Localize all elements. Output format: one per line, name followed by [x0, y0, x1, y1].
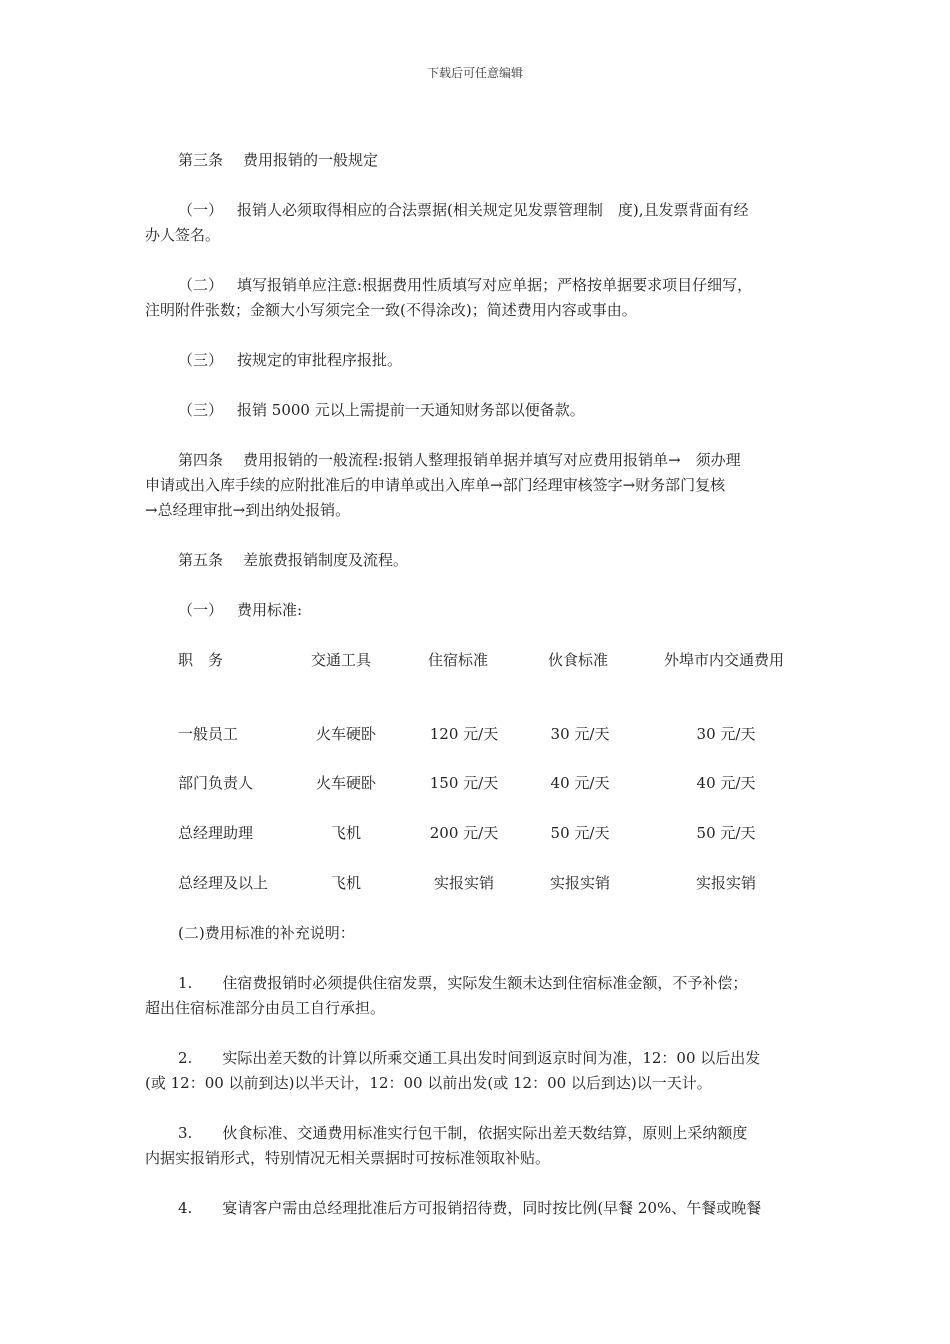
table-cell-meals: 50 元/天	[550, 824, 610, 842]
table-cell-local-transport: 30 元/天	[696, 725, 756, 743]
article3-number: 第三条	[178, 151, 224, 169]
table-cell-meals: 30 元/天	[550, 725, 610, 743]
table-cell-local-transport: 50 元/天	[696, 824, 756, 842]
item1-number: （一）	[178, 201, 224, 219]
table-row	[0, 871, 950, 896]
item1-text-line1: 报销人必须取得相应的合法票据(相关规定见发票管理制 度),且发票背面有经	[237, 201, 749, 219]
table-row	[0, 771, 950, 796]
article5-number: 第五条	[178, 551, 224, 569]
article3-heading	[178, 148, 848, 173]
article3-title: 费用报销的一般规定	[243, 151, 379, 169]
supplement-p2-line1	[178, 1046, 848, 1071]
table-header-transport: 交通工具	[311, 651, 372, 669]
item4-number: （三）	[178, 401, 224, 419]
p1-number: 1.	[178, 974, 193, 992]
article5-title: 差旅费报销制度及流程。	[243, 551, 409, 569]
item2-number: （二）	[178, 276, 224, 294]
p4-number: 4.	[178, 1199, 193, 1217]
table-header-local-transport: 外埠市内交通费用	[664, 651, 785, 669]
table-cell-local-transport: 40 元/天	[696, 774, 756, 792]
item4-text: 报销 5000 元以上需提前一天通知财务部以便备款。	[237, 401, 585, 419]
article4-line2: 申请或出入库手续的应附批准后的申请单或出入库单→部门经理审核签字→财务部门复核	[145, 476, 726, 494]
table-cell-transport: 飞机	[330, 824, 361, 842]
article4-number: 第四条	[178, 451, 224, 469]
article3-item3	[178, 348, 848, 373]
table-cell-position: 总经理助理	[178, 824, 254, 842]
supplement-title: (二)费用标准的补充说明：	[178, 924, 355, 942]
item3-number: （三）	[178, 351, 224, 369]
table-header-row	[0, 648, 950, 673]
sub1-title: 费用标准:	[237, 601, 303, 619]
p3-number: 3.	[178, 1124, 193, 1142]
article3-item4	[178, 398, 848, 423]
supplement-p1-line2: 超出住宿标准部分由员工自行承担。	[145, 999, 386, 1017]
sub1-number: （一）	[178, 601, 224, 619]
table-cell-position: 一般员工	[178, 725, 239, 743]
article3-item2-line2: 注明附件张数；金额大小写须完全一致(不得涂改)；简述费用内容或事由。	[145, 301, 637, 319]
article4-line3: →总经理审批→到出纳处报销。	[145, 501, 351, 519]
table-cell-lodging: 150 元/天	[429, 774, 499, 792]
table-cell-lodging: 实报实销	[433, 874, 494, 892]
table-header-lodging: 住宿标准	[428, 651, 489, 669]
table-cell-local-transport: 实报实销	[695, 874, 756, 892]
article3-item1-line1	[178, 198, 848, 223]
p3-text-line1: 伙食标准、交通费用标准实行包干制，依据实际出差天数结算，原则上采纳额度	[222, 1124, 748, 1142]
supplement-p2-line2: (或 12：00 以前到达)以半天计，12：00 以前出发(或 12：00 以后到达)以一天计。	[145, 1074, 712, 1092]
article3-item2-line1	[178, 273, 848, 298]
supplement-p1-line1	[178, 971, 848, 996]
table-cell-lodging: 200 元/天	[429, 824, 499, 842]
table-cell-position: 总经理及以上	[178, 874, 269, 892]
supplement-p4-line1	[178, 1196, 848, 1221]
article4-text-line1: 费用报销的一般流程:报销人整理报销单据并填写对应费用报销单→ 须办理	[243, 451, 741, 469]
table-cell-transport: 火车硬卧	[315, 774, 376, 792]
table-row	[0, 821, 950, 846]
p4-text-line1: 宴请客户需由总经理批准后方可报销招待费，同时按比例(早餐 20%、午餐或晚餐	[222, 1199, 762, 1217]
table-cell-position: 部门负责人	[178, 774, 254, 792]
item2-text-line1: 填写报销单应注意:根据费用性质填写对应单据；严格按单据要求项目仔细写，	[237, 276, 753, 294]
article5-sub1-heading	[178, 598, 848, 623]
article3-item1-line2: 办人签名。	[145, 226, 221, 244]
table-cell-lodging: 120 元/天	[429, 725, 499, 743]
page-header-note: 下载后可任意编辑	[426, 66, 523, 80]
table-cell-transport: 飞机	[330, 874, 361, 892]
p2-text-line1: 实际出差天数的计算以所乘交通工具出发时间到返京时间为准，12：00 以后出发	[222, 1049, 761, 1067]
table-cell-transport: 火车硬卧	[315, 725, 376, 743]
p1-text-line1: 住宿费报销时必须提供住宿发票，实际发生额未达到住宿标准金额，不予补偿；	[222, 974, 748, 992]
p2-number: 2.	[178, 1049, 193, 1067]
article4-line1	[178, 448, 848, 473]
supplement-p3-line1	[178, 1121, 848, 1146]
item3-text: 按规定的审批程序报批。	[237, 351, 403, 369]
table-row	[0, 722, 950, 747]
table-header-position: 职 务	[178, 651, 224, 669]
table-cell-meals: 40 元/天	[550, 774, 610, 792]
table-header-meals: 伙食标准	[548, 651, 609, 669]
table-cell-meals: 实报实销	[549, 874, 610, 892]
supplement-p3-line2: 内据实报销形式，特别情况无相关票据时可按标准领取补贴。	[145, 1149, 551, 1167]
article5-heading	[178, 548, 848, 573]
